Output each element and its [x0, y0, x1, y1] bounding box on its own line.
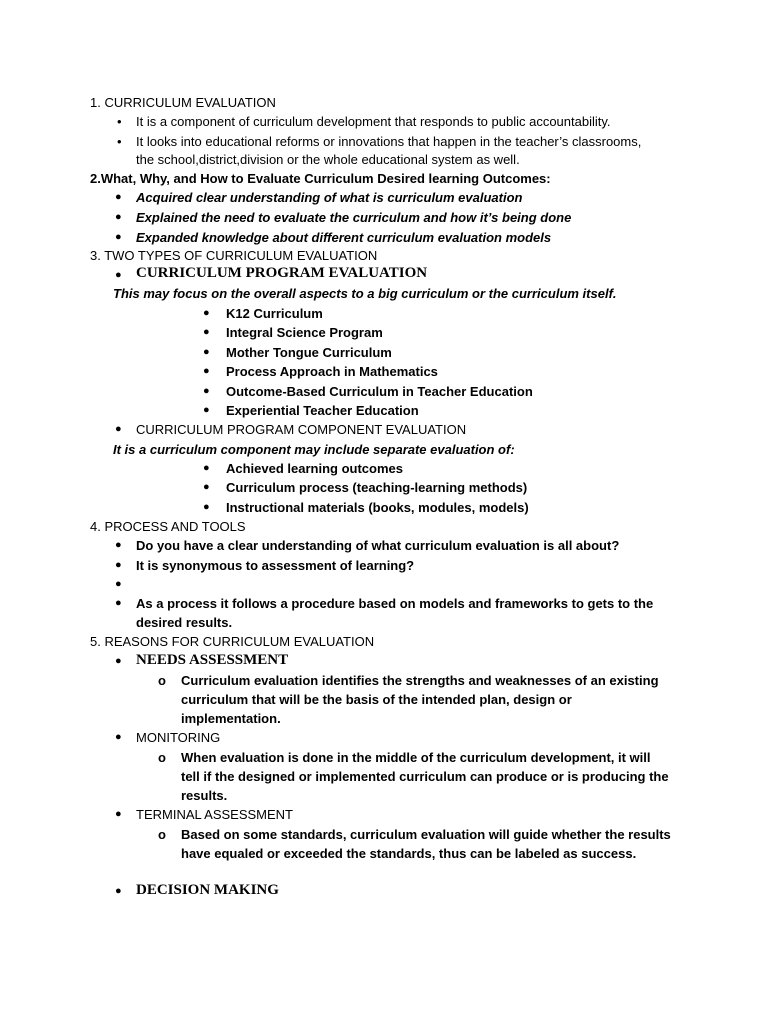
section-2-heading: 2.What, Why, and How to Evaluate Curriculum Desired learning Outcomes:: [90, 171, 551, 186]
bullet-marker: ●: [203, 346, 210, 358]
bullet-marker: ●: [203, 307, 210, 319]
bullet-marker: ●: [203, 462, 210, 474]
program-item: Integral Science Program: [226, 325, 383, 340]
program-item: Process Approach in Mathematics: [226, 364, 438, 379]
terminal-assessment-line-2: have equaled or exceeded the standards, thus can be labeled as success.: [181, 846, 637, 861]
section-2-outcome-2: Explained the need to evaluate the curriculum and how it’s being done: [136, 210, 572, 225]
component-item: Curriculum process (teaching-learning methods): [226, 480, 528, 495]
monitoring-line-2: tell if the designed or implemented curriculum can produce or is producing the: [181, 769, 669, 784]
bullet-marker: •: [117, 114, 122, 129]
bullet-marker: ●: [203, 404, 210, 416]
bullet-marker: ●: [115, 655, 122, 667]
bullet-marker: ●: [115, 191, 122, 203]
bullet-marker: ●: [115, 539, 122, 551]
section-1-item-2-line-2: the school,district,division or the whole educational system as well.: [136, 152, 520, 167]
curriculum-program-component-evaluation-title: CURRICULUM PROGRAM COMPONENT EVALUATION: [136, 422, 467, 437]
bullet-marker: ●: [115, 885, 122, 897]
bullet-marker: ●: [203, 326, 210, 338]
bullet-marker: ●: [203, 385, 210, 397]
program-item: K12 Curriculum: [226, 306, 323, 321]
needs-assessment-line-1: Curriculum evaluation identifies the strengths and weaknesses of an existing: [181, 673, 659, 688]
reason-monitoring: MONITORING: [136, 730, 221, 745]
bullet-marker: ●: [115, 578, 122, 590]
section-4-item-2: It is synonymous to assessment of learning?: [136, 558, 415, 573]
bullet-marker: ●: [115, 597, 122, 609]
bullet-marker: ●: [115, 423, 122, 435]
bullet-marker: ●: [203, 501, 210, 513]
monitoring-line-3: results.: [181, 788, 228, 803]
section-4-item-4-line-2: desired results.: [136, 615, 233, 630]
bullet-marker: ●: [115, 231, 122, 243]
section-4-item-4-line-1: As a process it follows a procedure based on models and frameworks to gets to the: [136, 596, 654, 611]
section-2-outcome-1: Acquired clear understanding of what is curriculum evaluation: [136, 190, 523, 205]
reason-terminal-assessment: TERMINAL ASSESSMENT: [136, 807, 293, 822]
needs-assessment-line-2: curriculum that will be the basis of the intended plan, design or: [181, 692, 572, 707]
sub-bullet-marker: o: [158, 673, 166, 688]
program-item: Experiential Teacher Education: [226, 403, 419, 418]
bullet-marker: •: [117, 134, 122, 149]
bullet-marker: ●: [115, 808, 122, 820]
sub-bullet-marker: o: [158, 827, 166, 842]
bullet-marker: ●: [203, 481, 210, 493]
section-1-item-2-line-1: It looks into educational reforms or innovations that happen in the teacher’s classrooms,: [136, 134, 642, 149]
program-item: Outcome-Based Curriculum in Teacher Education: [226, 384, 533, 399]
monitoring-line-1: When evaluation is done in the middle of the curriculum development, it will: [181, 750, 651, 765]
program-item: Mother Tongue Curriculum: [226, 345, 392, 360]
section-4-heading: 4. PROCESS AND TOOLS: [90, 519, 246, 534]
sub-bullet-marker: o: [158, 750, 166, 765]
section-1-item-1: It is a component of curriculum development that responds to public accountability.: [136, 114, 611, 129]
bullet-marker: ●: [115, 559, 122, 571]
curriculum-program-component-evaluation-desc: It is a curriculum component may include separate evaluation of:: [113, 442, 515, 457]
curriculum-program-evaluation-title: CURRICULUM PROGRAM EVALUATION: [136, 265, 428, 281]
curriculum-program-evaluation-desc: This may focus on the overall aspects to a big curriculum or the curriculum itself.: [113, 286, 617, 301]
reason-needs-assessment: NEEDS ASSESSMENT: [136, 652, 289, 668]
needs-assessment-line-3: implementation.: [181, 711, 281, 726]
bullet-marker: ●: [115, 269, 122, 281]
section-1-heading: 1. CURRICULUM EVALUATION: [90, 95, 276, 110]
reason-decision-making: DECISION MAKING: [136, 882, 279, 898]
component-item: Achieved learning outcomes: [226, 461, 403, 476]
bullet-marker: ●: [115, 211, 122, 223]
section-4-item-1: Do you have a clear understanding of what curriculum evaluation is all about?: [136, 538, 620, 553]
component-item: Instructional materials (books, modules, models): [226, 500, 529, 515]
section-5-heading: 5. REASONS FOR CURRICULUM EVALUATION: [90, 634, 375, 649]
section-2-outcome-3: Expanded knowledge about different curriculum evaluation models: [136, 230, 552, 245]
terminal-assessment-line-1: Based on some standards, curriculum evaluation will guide whether the results: [181, 827, 671, 842]
bullet-marker: ●: [115, 731, 122, 743]
bullet-marker: ●: [203, 365, 210, 377]
section-3-heading: 3. TWO TYPES OF CURRICULUM EVALUATION: [90, 248, 378, 263]
